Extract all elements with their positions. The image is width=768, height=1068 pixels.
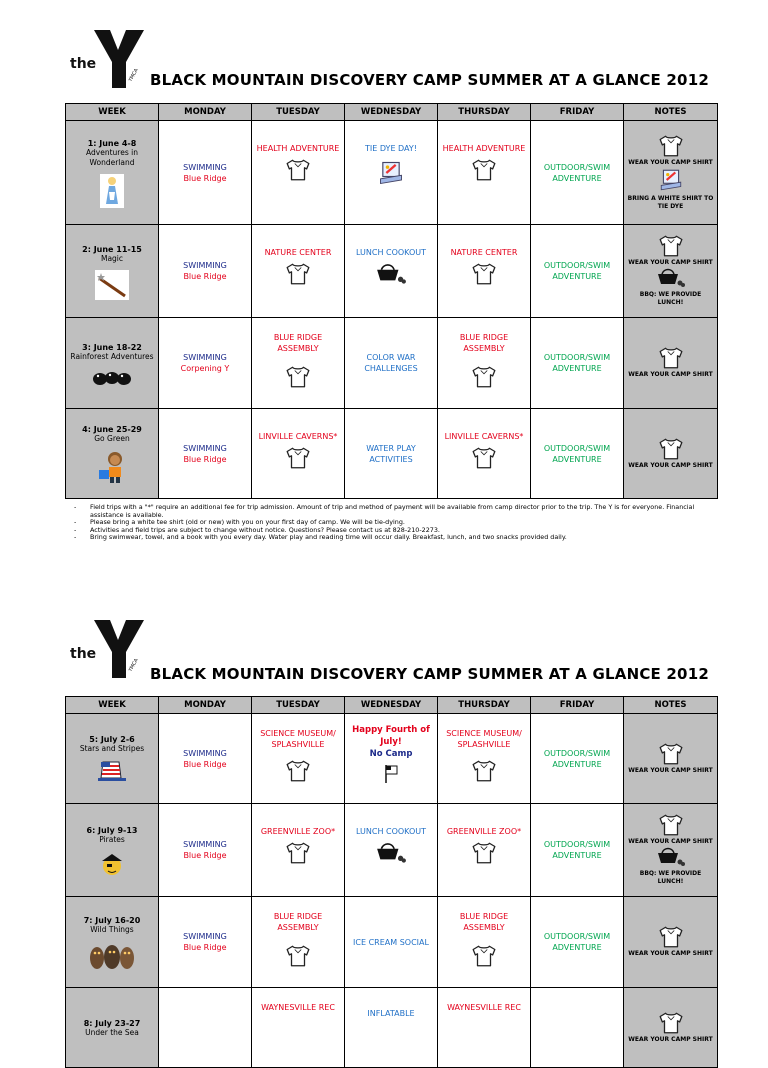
column-header-notes: NOTES xyxy=(624,697,718,714)
activity-label: BLUE RIDGE ASSEMBLY xyxy=(459,333,509,353)
note-text: WEAR YOUR CAMP SHIRT xyxy=(628,838,713,845)
week-theme: Under the Sea xyxy=(85,1028,139,1037)
wednesday-cell xyxy=(345,225,438,318)
tshirt-icon xyxy=(471,366,497,388)
flag-icon xyxy=(383,764,399,784)
wednesday-cell xyxy=(345,318,438,409)
header-row xyxy=(66,697,718,714)
table-row xyxy=(66,804,718,897)
wednesday-cell xyxy=(345,714,438,804)
tshirt-icon xyxy=(285,842,311,864)
holiday-label: Happy Fourth of July! xyxy=(352,725,430,747)
week-theme: Magic xyxy=(100,253,124,263)
header-row xyxy=(66,104,718,121)
activity-label: GREENVILLE ZOO* xyxy=(446,827,522,836)
week-cell xyxy=(66,988,159,1068)
week-theme: Stars and Stripes xyxy=(79,744,145,753)
schedule-table xyxy=(65,696,718,1068)
activity-label: OUTDOOR/SWIM ADVENTURE xyxy=(543,353,611,373)
monday-cell xyxy=(159,409,252,499)
activity-label: COLOR WAR CHALLENGES xyxy=(364,353,418,373)
tshirt-icon xyxy=(658,135,684,157)
thursday-cell xyxy=(438,409,531,499)
wednesday-cell xyxy=(345,804,438,897)
thursday-cell xyxy=(438,897,531,988)
svg-text:YMCA: YMCA xyxy=(127,67,140,83)
note-text: WEAR YOUR CAMP SHIRT xyxy=(628,1035,713,1043)
week-dates: 2: June 11-15 xyxy=(82,244,142,254)
notes-cell xyxy=(624,897,718,988)
thursday-cell xyxy=(438,225,531,318)
activity-label: LUNCH COOKOUT xyxy=(355,248,427,257)
week-cell xyxy=(66,804,159,897)
no-camp-label: No Camp xyxy=(369,749,413,759)
week-dates: 3: June 18-22 xyxy=(82,342,142,352)
thursday-cell xyxy=(438,714,531,804)
thursday-cell xyxy=(438,318,531,409)
activity-label: WAYNESVILLE REC xyxy=(261,1003,335,1012)
wednesday-cell xyxy=(345,897,438,988)
tshirt-icon xyxy=(658,1012,684,1034)
notes-cell xyxy=(624,318,718,409)
tie-dye-icon xyxy=(377,159,405,187)
picnic-basket-icon xyxy=(656,846,686,868)
tuesday-cell xyxy=(252,225,345,318)
footnote: - Activities and field trips are subject to change without notice. Questions? Please contact us at 828-210-2273. xyxy=(74,527,714,535)
column-header-thursday: THURSDAY xyxy=(438,104,531,121)
tshirt-icon xyxy=(471,760,497,782)
activity-label: SCIENCE MUSEUM/ SPLASHVILLE xyxy=(260,729,336,749)
activity-location: Blue Ridge xyxy=(183,943,227,952)
week-theme: Adventures in Wonderland xyxy=(86,148,138,167)
tshirt-icon xyxy=(471,159,497,181)
tshirt-icon xyxy=(471,447,497,469)
column-header-wednesday: WEDNESDAY xyxy=(345,104,438,121)
week-cell xyxy=(66,225,159,318)
note-text: WEAR YOUR CAMP SHIRT xyxy=(628,950,713,957)
svg-text:YMCA: YMCA xyxy=(127,657,140,673)
friday-cell xyxy=(531,897,624,988)
activity-location: Blue Ridge xyxy=(183,454,227,464)
week-cell xyxy=(66,318,159,409)
tuesday-cell xyxy=(252,318,345,409)
activity-label: HEALTH ADVENTURE xyxy=(256,144,340,153)
week-dates: 1: June 4-8 xyxy=(87,139,137,148)
friday-cell xyxy=(531,988,624,1068)
activity-label: BLUE RIDGE ASSEMBLY xyxy=(459,912,509,932)
activity-label: GREENVILLE ZOO* xyxy=(260,827,336,836)
tshirt-icon xyxy=(285,945,311,967)
activity-location: Blue Ridge xyxy=(183,272,227,281)
tie-dye-icon xyxy=(658,167,684,193)
tshirt-icon xyxy=(471,263,497,285)
picnic-basket-icon xyxy=(375,842,407,864)
notes-cell xyxy=(624,121,718,225)
note-text: WEAR YOUR CAMP SHIRT xyxy=(628,371,713,378)
activity-label: NATURE CENTER xyxy=(450,248,518,257)
week-cell xyxy=(66,897,159,988)
tshirt-icon xyxy=(658,438,684,460)
friday-cell xyxy=(531,804,624,897)
thursday-cell xyxy=(438,121,531,225)
table-row xyxy=(66,409,718,499)
column-header-monday: MONDAY xyxy=(159,697,252,714)
table-row xyxy=(66,318,718,409)
activity-label: LUNCH COOKOUT xyxy=(355,827,427,836)
picnic-basket-icon xyxy=(375,263,407,285)
tshirt-icon xyxy=(285,447,311,469)
tshirt-icon xyxy=(285,159,311,181)
week-dates: 4: June 25-29 xyxy=(82,425,142,434)
activity-label: SCIENCE MUSEUM/ SPLASHVILLE xyxy=(446,729,522,749)
wednesday-cell xyxy=(345,988,438,1068)
week-theme: Pirates xyxy=(99,834,125,844)
wednesday-cell xyxy=(345,121,438,225)
week-cell xyxy=(66,714,159,804)
friday-cell xyxy=(531,318,624,409)
activity-label: OUTDOOR/SWIM ADVENTURE xyxy=(543,932,611,952)
activity-location: Blue Ridge xyxy=(183,851,227,860)
week-dates: 6: July 9-13 xyxy=(86,825,138,835)
monday-cell xyxy=(159,897,252,988)
week-theme: Wild Things xyxy=(90,924,134,934)
activity-label: SWIMMING xyxy=(183,261,227,270)
monday-cell xyxy=(159,804,252,897)
notes-cell xyxy=(624,714,718,804)
tshirt-icon xyxy=(285,366,311,388)
activity-label: BLUE RIDGE ASSEMBLY xyxy=(273,912,323,932)
monday-cell xyxy=(159,988,252,1068)
thursday-cell xyxy=(438,988,531,1068)
recycling-kid-icon xyxy=(97,450,127,484)
column-header-friday: FRIDAY xyxy=(531,697,624,714)
friday-cell xyxy=(531,225,624,318)
tuesday-cell xyxy=(252,409,345,499)
activity-label: SWIMMING xyxy=(183,932,227,941)
column-header-thursday: THURSDAY xyxy=(438,697,531,714)
week-theme: Rainforest Adventures xyxy=(70,351,154,361)
activity-label: OUTDOOR/SWIM ADVENTURE xyxy=(543,748,611,769)
activity-label: OUTDOOR/SWIM ADVENTURE xyxy=(543,840,611,860)
activity-label: SWIMMING xyxy=(183,162,227,172)
column-header-notes: NOTES xyxy=(624,104,718,121)
uncle-sam-hat-icon xyxy=(97,760,127,784)
ymca-logo xyxy=(68,26,152,92)
tshirt-icon xyxy=(658,235,684,257)
week-theme: Go Green xyxy=(94,434,130,443)
note-text: WEAR YOUR CAMP SHIRT xyxy=(628,461,713,469)
frogs-icon xyxy=(92,368,132,386)
table-row xyxy=(66,897,718,988)
tshirt-icon xyxy=(471,842,497,864)
footnote: - Please bring a white tee shirt (old or new) with you on your first day of camp. We will be tie-dying. xyxy=(74,519,714,527)
tuesday-cell xyxy=(252,121,345,225)
activity-label: WAYNESVILLE REC xyxy=(447,1003,521,1012)
activity-label: SWIMMING xyxy=(183,840,227,849)
week-dates: 7: July 16-20 xyxy=(83,915,141,925)
notes-cell xyxy=(624,409,718,499)
note-text: WEAR YOUR CAMP SHIRT xyxy=(628,158,713,166)
table-row xyxy=(66,714,718,804)
tuesday-cell xyxy=(252,714,345,804)
activity-label: LINVILLE CAVERNS* xyxy=(258,432,338,441)
page-title: BLACK MOUNTAIN DISCOVERY CAMP SUMMER AT A GLANCE 2012 xyxy=(150,71,709,89)
activity-location: Blue Ridge xyxy=(183,759,227,769)
week-dates: 5: July 2-6 xyxy=(89,735,135,744)
column-header-tuesday: TUESDAY xyxy=(252,104,345,121)
note-text: BBQ: WE PROVIDE LUNCH! xyxy=(639,291,702,306)
activity-label: OUTDOOR/SWIM ADVENTURE xyxy=(543,261,611,281)
friday-cell xyxy=(531,409,624,499)
tshirt-icon xyxy=(658,743,684,765)
tshirt-icon xyxy=(658,926,684,948)
picnic-basket-icon xyxy=(656,267,686,289)
column-header-monday: MONDAY xyxy=(159,104,252,121)
activity-location: Blue Ridge xyxy=(183,173,227,183)
activity-label: LINVILLE CAVERNS* xyxy=(444,432,524,441)
activity-label: INFLATABLE xyxy=(367,1009,415,1018)
note-text: BRING A WHITE SHIRT TO TIE DYE xyxy=(627,194,714,210)
schedule-table xyxy=(65,103,718,499)
activity-label: NATURE CENTER xyxy=(264,248,332,257)
week-cell xyxy=(66,121,159,225)
svg-text:the: the xyxy=(70,56,97,72)
tshirt-icon xyxy=(658,347,684,369)
activity-label: OUTDOOR/SWIM ADVENTURE xyxy=(543,443,611,464)
thursday-cell xyxy=(438,804,531,897)
footnote: - Field trips with a "*" require an additional fee for trip admission. Amount of trip and method of payment will be available from camp director prior to the trip. The Y is for everyone. Financial assistance is available. xyxy=(74,504,714,519)
activity-label: OUTDOOR/SWIM ADVENTURE xyxy=(543,162,611,183)
column-header-wednesday: WEDNESDAY xyxy=(345,697,438,714)
column-header-week: WEEK xyxy=(66,104,159,121)
week-cell xyxy=(66,409,159,499)
friday-cell xyxy=(531,714,624,804)
activity-label: BLUE RIDGE ASSEMBLY xyxy=(273,333,323,353)
table-row xyxy=(66,121,718,225)
activity-label: HEALTH ADVENTURE xyxy=(442,144,526,153)
footnotes xyxy=(74,504,714,542)
monday-cell xyxy=(159,121,252,225)
column-header-week: WEEK xyxy=(66,697,159,714)
table-row xyxy=(66,988,718,1068)
tshirt-icon xyxy=(471,945,497,967)
activity-label: SWIMMING xyxy=(183,353,227,362)
wednesday-cell xyxy=(345,409,438,499)
activity-label: SWIMMING xyxy=(183,748,227,758)
monday-cell xyxy=(159,318,252,409)
tshirt-icon xyxy=(658,814,684,836)
wild-things-icon xyxy=(88,941,136,971)
table-row xyxy=(66,225,718,318)
activity-label: ICE CREAM SOCIAL xyxy=(353,937,429,947)
activity-location: Corpening Y xyxy=(180,364,230,373)
monday-cell xyxy=(159,225,252,318)
monday-cell xyxy=(159,714,252,804)
svg-text:the: the xyxy=(70,646,97,662)
notes-cell xyxy=(624,804,718,897)
notes-cell xyxy=(624,988,718,1068)
page-title: BLACK MOUNTAIN DISCOVERY CAMP SUMMER AT A GLANCE 2012 xyxy=(150,665,709,683)
note-text: WEAR YOUR CAMP SHIRT xyxy=(628,259,713,266)
note-text: WEAR YOUR CAMP SHIRT xyxy=(628,766,713,774)
ymca-logo xyxy=(68,616,152,682)
notes-cell xyxy=(624,225,718,318)
tshirt-icon xyxy=(285,760,311,782)
friday-cell xyxy=(531,121,624,225)
tshirt-icon xyxy=(285,263,311,285)
footnote: - Bring swimwear, towel, and a book with you every day. Water play and reading time will occur daily. Breakfast, lunch, and two snacks provided daily. xyxy=(74,534,714,542)
magic-wand-icon xyxy=(95,270,129,300)
tuesday-cell xyxy=(252,988,345,1068)
column-header-tuesday: TUESDAY xyxy=(252,697,345,714)
activity-label: TIE DYE DAY! xyxy=(364,144,417,153)
activity-label: WATER PLAY ACTIVITIES xyxy=(366,443,416,464)
activity-label: SWIMMING xyxy=(183,443,227,453)
alice-icon xyxy=(100,174,124,208)
tuesday-cell xyxy=(252,897,345,988)
week-dates: 8: July 23-27 xyxy=(83,1019,141,1028)
tuesday-cell xyxy=(252,804,345,897)
pirate-icon xyxy=(99,851,125,877)
column-header-friday: FRIDAY xyxy=(531,104,624,121)
note-text: BBQ: WE PROVIDE LUNCH! xyxy=(639,870,702,885)
